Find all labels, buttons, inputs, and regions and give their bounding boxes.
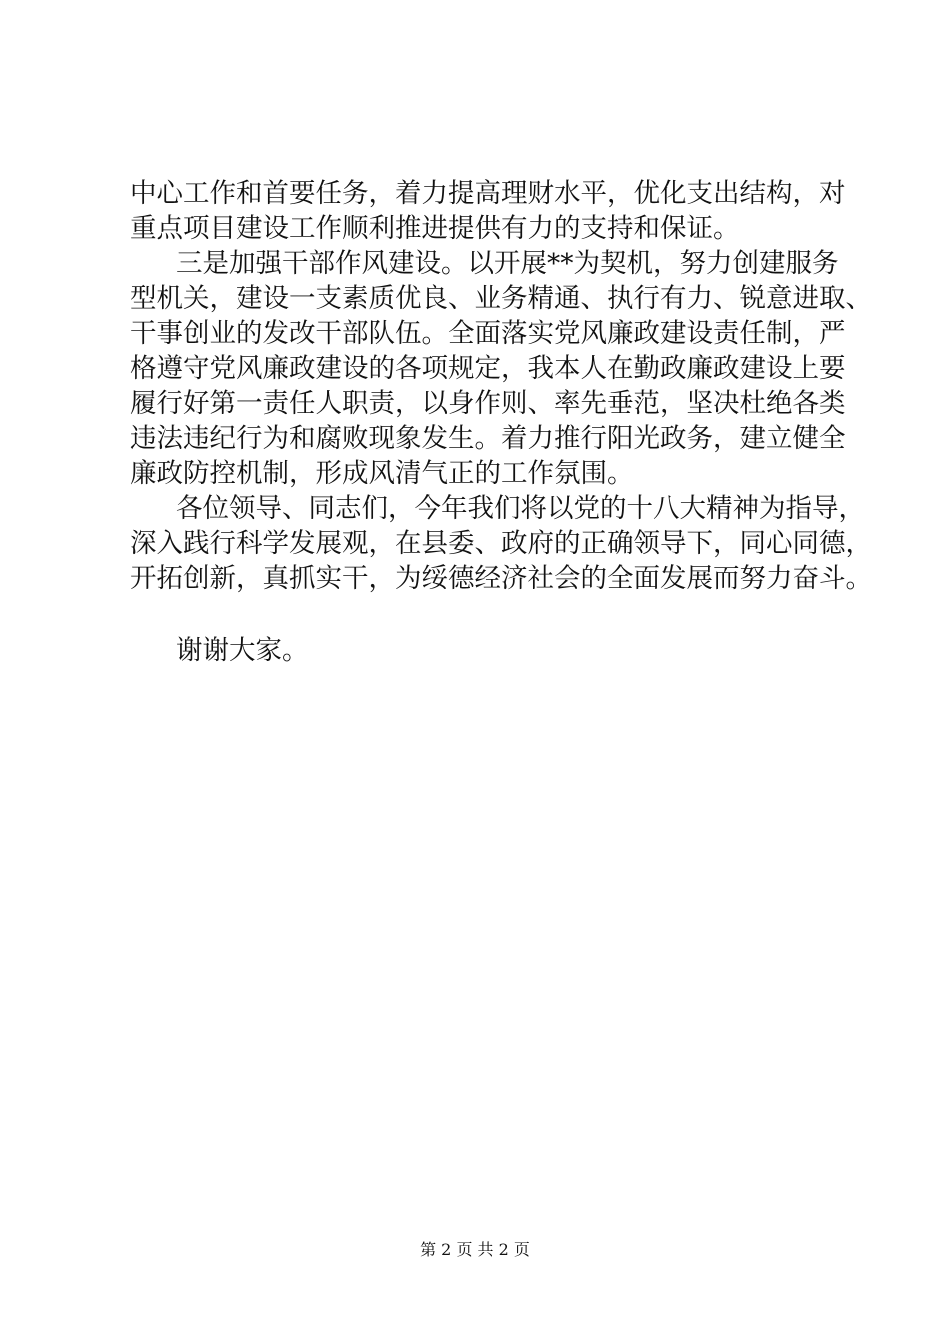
paragraph-line: 廉政防控机制，形成风清气正的工作氛围。 [130,458,634,489]
paragraph-line: 履行好第一责任人职责，以身作则、率先垂范，坚决杜绝各类 [130,388,846,419]
paragraph-line: 格遵守党风廉政建设的各项规定，我本人在勤政廉政建设上要 [130,353,846,384]
paragraph-line: 中心工作和首要任务，着力提高理财水平，优化支出结构，对 [130,178,846,209]
paragraph-line: 型机关，建设一支素质优良、业务精通、执行有力、锐意进取、 [130,283,872,314]
paragraph-line: 深入践行科学发展观，在县委、政府的正确领导下，同心同德， [130,528,872,559]
paragraph-line: 各位领导、同志们，今年我们将以党的十八大精神为指导， [176,493,865,524]
closing-line: 谢谢大家。 [176,635,309,666]
paragraph-line: 三是加强干部作风建设。以开展**为契机，努力创建服务 [176,248,839,279]
paragraph-line: 违法违纪行为和腐败现象发生。着力推行阳光政务，建立健全 [130,423,846,454]
paragraph-line: 重点项目建设工作顺利推进提供有力的支持和保证。 [130,213,740,244]
paragraph-line: 开拓创新，真抓实干，为绥德经济社会的全面发展而努力奋斗。 [130,563,872,594]
paragraph-line: 干事创业的发改干部队伍。全面落实党风廉政建设责任制，严 [130,318,846,349]
page-footer: 第 2 页 共 2 页 [420,1240,530,1259]
